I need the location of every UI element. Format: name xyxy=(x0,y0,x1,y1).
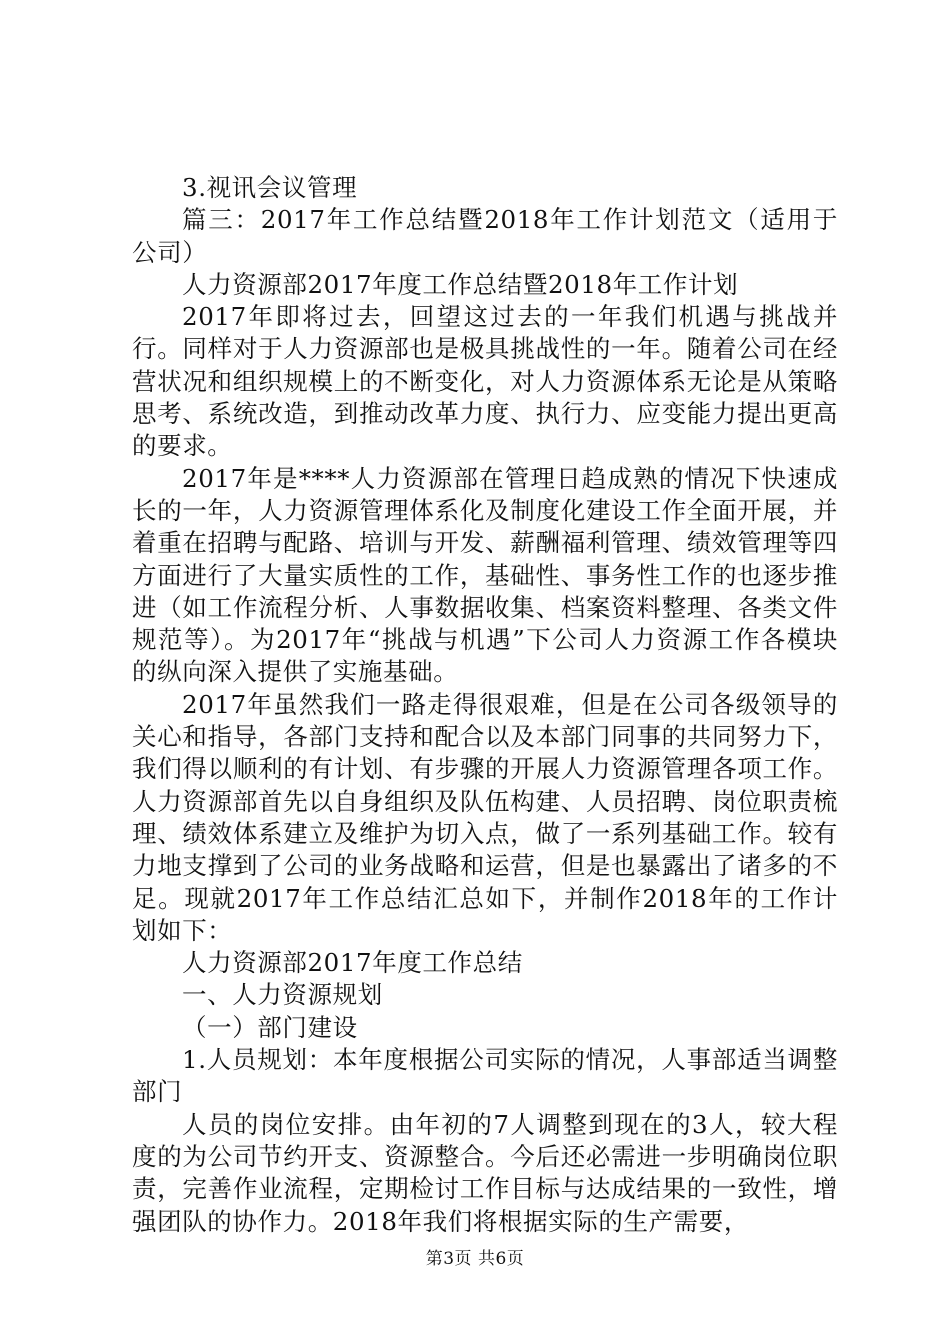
paragraph-staff-arrangement: 人员的岗位安排。由年初的7人调整到现在的3人，较大程度的为公司节约开支、资源整合。今后还必需进一步明确岗位职责，完善作业流程，定期检讨工作目标与达成结果的一致性，增强团队的协作力。2018年我们将根据实际的生产需要， xyxy=(132,1109,838,1236)
paragraph-heading-hr-planning: 一、人力资源规划 xyxy=(182,980,383,1010)
paragraph-intro: 2017年即将过去，回望这过去的一年我们机遇与挑战并行。同样对于人力资源部也是极具挑战性的一年。随着公司在经营状况和组织规模上的不断变化，对人力资源体系无论是从策略思考、系统改造，到推动改革力度、执行力、应变能力提出更高的要求。 xyxy=(132,302,838,461)
paragraph-report-title: 人力资源部2017年度工作总结暨2018年工作计划 xyxy=(182,269,739,299)
paragraph-staff-planning: 1.人员规划：本年度根据公司实际的情况，人事部适当调整部门 xyxy=(132,1045,838,1107)
document-body xyxy=(132,172,838,1238)
paragraph-summary-title: 人力资源部2017年度工作总结 xyxy=(182,948,523,978)
paragraph-heading-department: （一）部门建设 xyxy=(182,1012,358,1042)
paragraph-item-heading: 3.视讯会议管理 xyxy=(182,173,358,202)
paragraph-section-title: 篇三：2017年工作总结暨2018年工作计划范文（适用于公司） xyxy=(132,205,838,267)
paragraph-summary-lead: 2017年虽然我们一路走得很艰难，但是在公司各级领导的关心和指导，各部门支持和配合以及本部门同事的共同努力下，我们得以顺利的有计划、有步骤的开展人力资源管理各项工作。人力资源部首先以自身组织及队伍构建、人员招聘、岗位职责梳理、绩效体系建立及维护为切入点，做了一系列基础工作。较有力地支撑到了公司的业务战略和运营，但是也暴露出了诸多的不足。现就2017年工作总结汇总如下，并制作2018年的工作计划如下： xyxy=(132,689,838,945)
page-footer: 第3页 共6页 xyxy=(425,1249,525,1269)
paragraph-year-overview: 2017年是****人力资源部在管理日趋成熟的情况下快速成长的一年，人力资源管理体系化及制度化建设工作全面开展，并着重在招聘与配路、培训与开发、薪酬福利管理、绩效管理等四方面进行了大量实质性的工作，基础性、事务性工作的也逐步推进（如工作流程分析、人事数据收集、档案资料整理、各类文件规范等）。为2017年“挑战与机遇”下公司人力资源工作各模块的纵向深入提供了实施基础。 xyxy=(132,463,838,687)
